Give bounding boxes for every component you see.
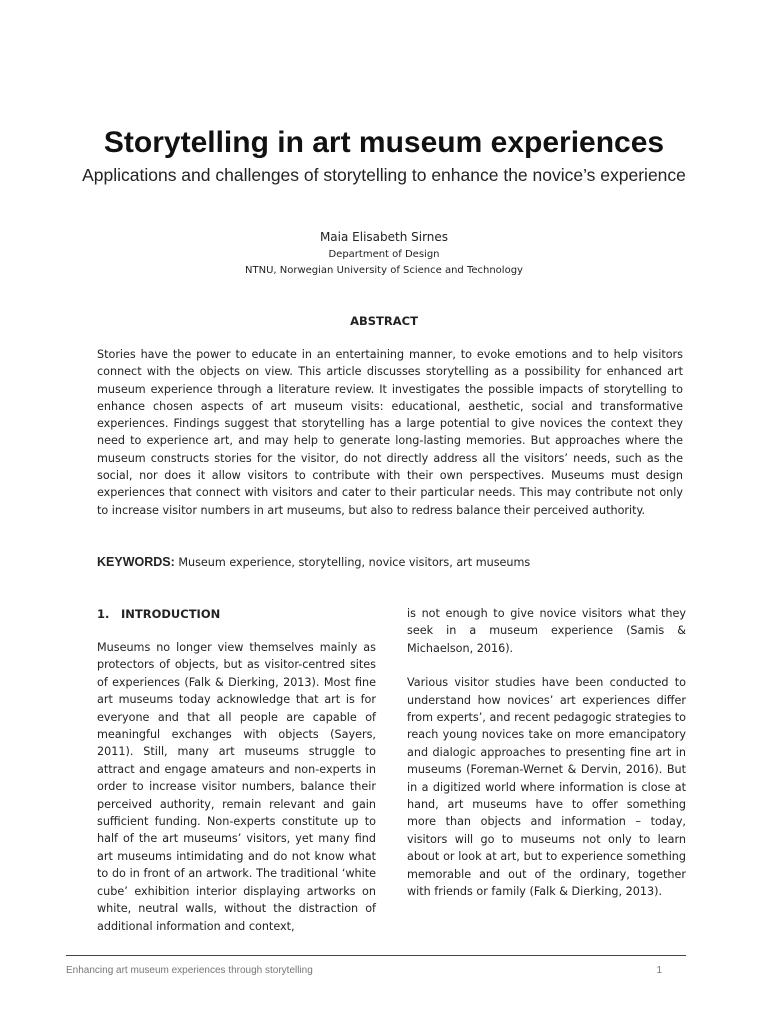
section-number: 1. <box>97 607 110 621</box>
paper-title: Storytelling in art museum experiences <box>103 126 665 159</box>
author-name: Maia Elisabeth Sirnes <box>319 230 449 244</box>
abstract-text: Stories have the power to educate in an entertaining manner, to evoke emotions and to help visitors connect with the objects on view. This article discusses storytelling as a possibility for enhanced art museum experience through a literature review. It investigates the possible impacts of storytelling to enhance chosen aspects of art museum visits: educational, aesthetic, social and transformative experiences. Findings suggest that storytelling has a large potential to give novices the context they need to experience art, and may help to generate long-lasting memories. But approaches where the museum constructs stories for the visitor, do not directly address all the visitors’ needs, such as the social, nor does it allow visitors to contribute with their own perspectives. Museums must design experiences that connect with visitors and cater to their particular needs. This may contribute not only to increase visitor numbers in art museums, but also to redress balance their perceived authority. <box>97 348 683 517</box>
keywords-text: Museum experience, storytelling, novice visitors, art museums <box>174 556 531 569</box>
section-title: INTRODUCTION <box>121 607 221 621</box>
keywords-label: KEYWORDS: <box>97 555 175 569</box>
introduction-paragraph-1-continued: is not enough to give novice visitors what they seek in a museum experience (Samis & Michaelson, 2016). <box>407 607 686 655</box>
left-column <box>97 605 376 935</box>
author-department: Department of Design <box>328 249 440 260</box>
keywords-line <box>97 554 697 571</box>
paper-subtitle: Applications and challenges of storytelling to enhance the novice’s experience <box>82 165 686 185</box>
footer-page-number: 1 <box>656 965 662 976</box>
footer-running-title: Enhancing art museum experiences through storytelling <box>66 965 313 976</box>
right-column <box>407 605 686 901</box>
abstract-heading: ABSTRACT <box>350 314 418 328</box>
introduction-paragraph-1: Museums no longer view themselves mainly as protectors of objects, but as visitor-centred sites of experiences (Falk & Dierking, 2013). Most fine art museums today acknowledge that art is for everyone and that all people are capable of meaningful exchanges with objects (Sayers, 2011). Still, many art museums struggle to attract and engage amateurs and non-experts in order to increase visitor numbers, balance their perceived authority, remain relevant and gain sufficient funding. Non-experts constitute up to half of the art museums’ visitors, yet many find art museums intimidating and do not know what to do in front of an artwork. The traditional ‘white cube’ exhibition interior displaying artworks on white, neutral walls, without the distraction of additional information and context, <box>97 641 376 933</box>
section-heading-introduction <box>97 605 376 623</box>
introduction-paragraph-2: Various visitor studies have been conducted to understand how novices’ art experiences differ from experts’, and recent pedagogic strategies to reach young novices take on more emancipatory and dialogic approaches to presenting fine art in museums (Foreman-Wernet & Dervin, 2016). But in a digitized world where information is close at hand, art museums have to offer something more than objects and information – today, visitors will go to museums not only to learn about or look at art, but to experience something memorable and out of the ordinary, together with friends or family (Falk & Dierking, 2013). <box>407 676 686 899</box>
author-institution: NTNU, Norwegian University of Science and Technology <box>245 265 523 276</box>
footer-divider <box>66 955 686 956</box>
